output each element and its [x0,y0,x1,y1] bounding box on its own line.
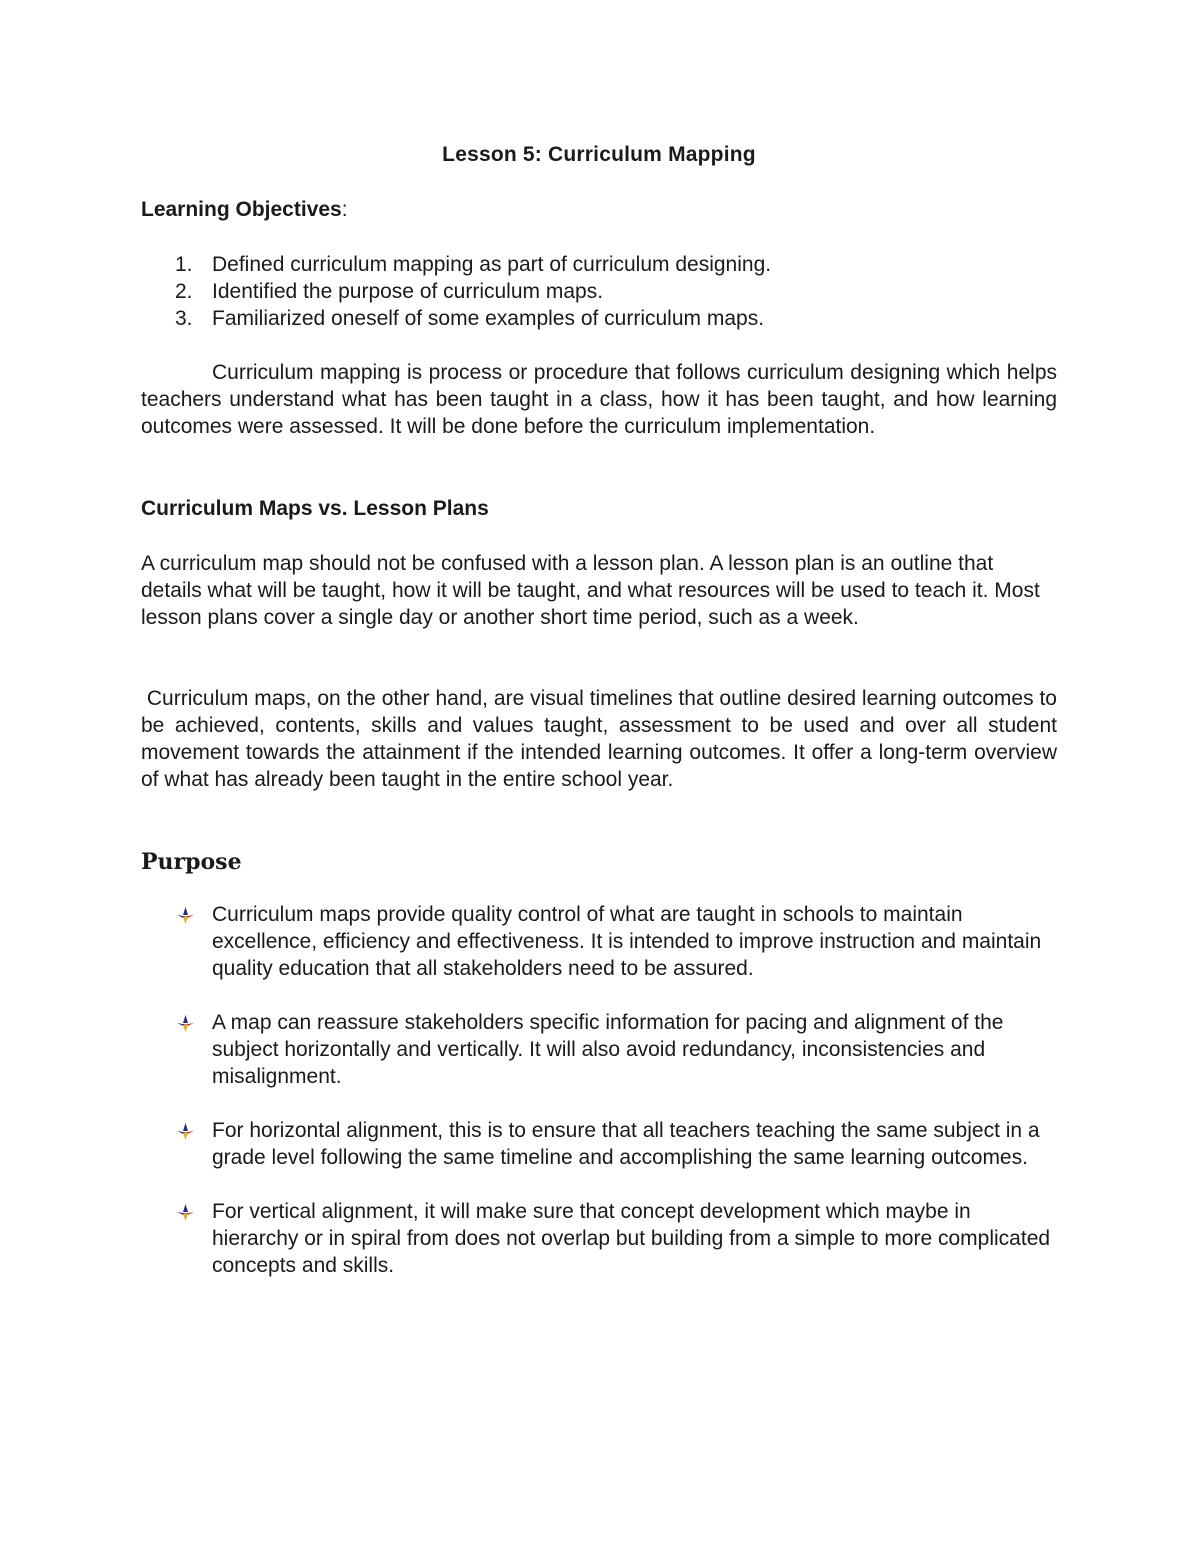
curriculum-maps-paragraph: Curriculum maps, on the other hand, are visual timelines that outline desired learning outcomes to be achieved, contents, skills and values taught, assessment to be used and over all student movement towards the attainment if the intended learning outcomes. It offer a long-term overview of what has already been taught in the entire school year. [141,687,1063,791]
objective-text: Identified the purpose of curriculum maps. [212,280,604,303]
intro-paragraph: Curriculum mapping is process or procedure that follows curriculum designing which helps teachers understand what has been taught in a class, how it has been taught, and how learning outcomes were assessed. It will be done before the curriculum implementation. [141,361,1057,438]
arrow-down-bullet-icon [177,1204,194,1221]
purpose-bullet-text: For horizontal alignment, this is to ensure that all teachers teaching the same subject in a grade level following the same timeline and accomplishing the same learning outcomes. [212,1119,1040,1169]
objective-number: 1. [175,253,193,276]
objective-item [141,251,771,278]
purpose-heading: Purpose [141,849,242,875]
objective-number: 3. [175,307,193,330]
page-title: Lesson 5: Curriculum Mapping [442,143,756,166]
purpose-bullet-text: A map can reassure stakeholders specific information for pacing and alignment of the subject horizontally and vertically. It will also avoid redundancy, inconsistencies and misalignment. [212,1011,1004,1088]
lesson-plan-paragraph: A curriculum map should not be confused with a lesson plan. A lesson plan is an outline that details what will be taught, how it will be taught, and what resources will be used to teach it. Most lesson plans cover a single day or another short time period, such as a week. [141,552,1040,629]
purpose-bullet [141,1009,1057,1090]
purpose-bullet-text: Curriculum maps provide quality control of what are taught in schools to maintain excellence, efficiency and effectiveness. It is intended to improve instruction and maintain quality education that all stakeholders need to be assured. [212,903,1042,980]
arrow-down-bullet-icon [177,907,194,924]
objective-text: Defined curriculum mapping as part of curriculum designing. [212,253,772,276]
purpose-bullet [141,901,1057,982]
objectives-list [141,251,771,332]
purpose-bullet-text: For vertical alignment, it will make sure that concept development which maybe in hierarchy or in spiral from does not overlap but building from a simple to more complicated concepts and skills. [212,1200,1051,1277]
arrow-down-bullet-icon [177,1015,194,1032]
objectives-heading [141,196,348,223]
objective-number: 2. [175,280,193,303]
purpose-bullet-list [141,901,1057,1306]
objective-item [141,305,771,332]
objectives-heading-colon: : [341,198,348,221]
objective-text: Familiarized oneself of some examples of curriculum maps. [212,307,765,330]
objectives-heading-text: Learning Objectives [141,198,342,221]
arrow-down-bullet-icon [177,1123,194,1140]
objective-item [141,278,771,305]
maps-vs-plans-heading: Curriculum Maps vs. Lesson Plans [141,497,489,520]
purpose-bullet [141,1198,1057,1279]
purpose-bullet [141,1117,1057,1171]
